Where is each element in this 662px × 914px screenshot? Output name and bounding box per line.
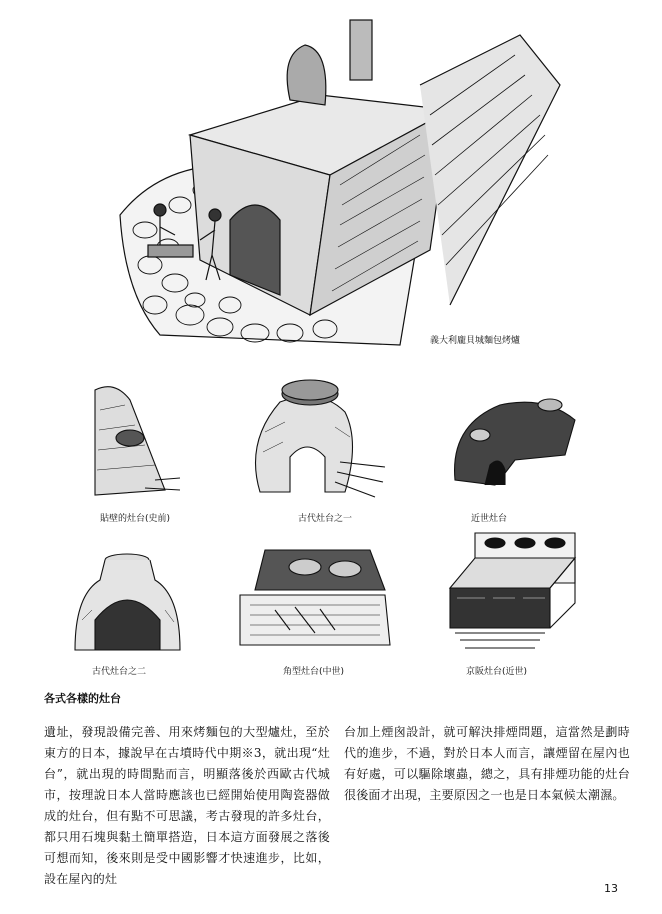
medieval-square-stove-illustration — [235, 545, 395, 655]
stove4-caption: 古代灶台之二 — [92, 667, 147, 677]
ancient-stove-one-illustration — [245, 372, 390, 507]
ancient-stove-two-illustration — [70, 550, 185, 660]
pompeii-oven-illustration — [120, 15, 560, 350]
body-paragraph-left: 遺址，發現設備完善、用來烤麵包的大型爐灶，至於東方的日本，據說早在古墳時代中期※3，就出現“灶台”，就出現的時間點而言，明顯落後於西歐古代城市，按理說日本人當時應該也已經開始使用陶瓷器做成的灶台，但有點不可思議，考古發現的許多灶台，都只用石塊與黏土簡單搭造，日本這方面發展之落後可想而知，後來則是受中國影響才快速進步，比如，設在屋內的灶 — [44, 725, 330, 886]
stove2-caption: 古代灶台之一 — [298, 514, 353, 524]
body-text-left-column — [44, 722, 330, 890]
section-title: 各式各樣的灶台 — [44, 692, 121, 705]
keihan-stove-illustration — [445, 528, 580, 658]
stove1-caption: 貼壁的灶台(史前) — [100, 514, 171, 524]
modern-era-stove-illustration — [445, 385, 585, 495]
page-number: 13 — [604, 882, 618, 895]
prehistoric-wall-stove-illustration — [85, 380, 185, 505]
body-paragraph-right: 台加上煙囪設計，就可解決排煙問題，這當然是劃時代的進步，不過，對於日本人而言，讓煙留在屋內也有好處，可以驅除壞蟲，總之，具有排煙功能的灶台很後面才出現，主要原因之一也是日本氣候太潮濕。 — [344, 725, 630, 802]
stove6-caption: 京阪灶台(近世) — [466, 667, 528, 677]
main-illustration-caption: 義大利龐貝城麵包烤爐 — [430, 336, 521, 346]
stove3-caption: 近世灶台 — [471, 514, 508, 524]
body-text-right-column — [344, 722, 630, 806]
stove5-caption: 角型灶台(中世) — [283, 667, 345, 677]
